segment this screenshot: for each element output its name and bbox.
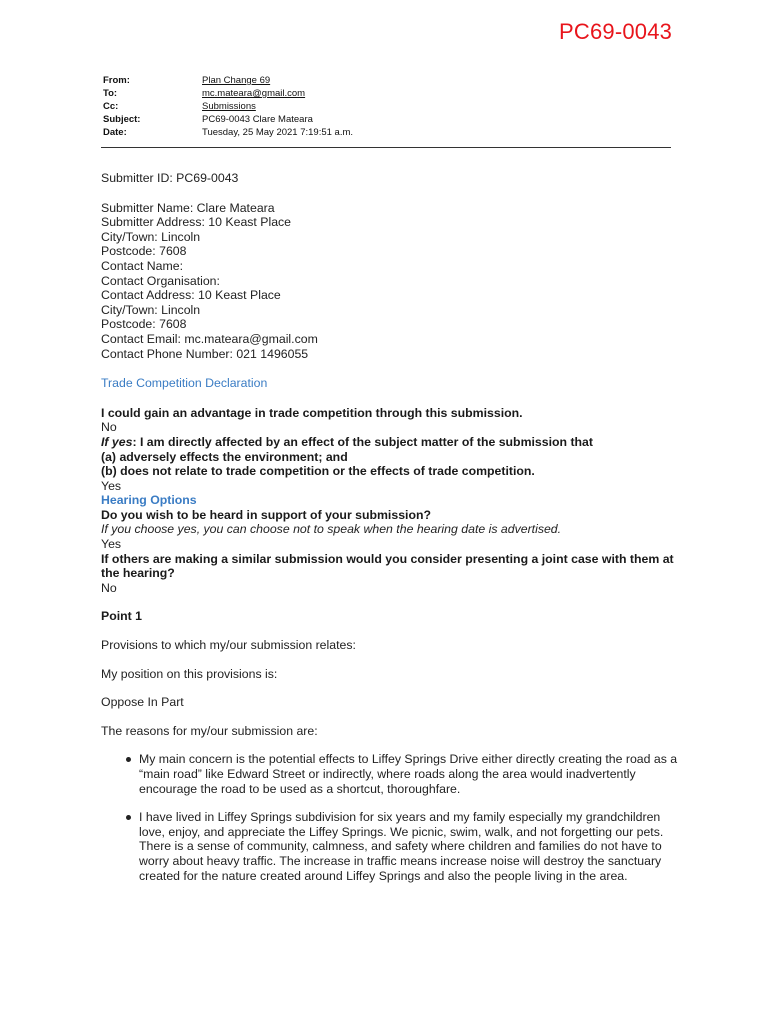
hearing-question-1-note: If you choose yes, you can choose not to speak when the hearing date is advertised. <box>101 522 562 537</box>
document-reference-stamp: PC69-0043 <box>559 19 673 44</box>
cc-link[interactable]: Submissions <box>202 101 256 112</box>
provisions-label: Provisions to which my/our submission relates: <box>101 638 356 653</box>
hearing-question-2: If others are making a similar submission would you consider presenting a joint case with them at the hearing? <box>101 551 674 581</box>
from-link[interactable]: Plan Change 69 <box>202 75 271 86</box>
date-value: Tuesday, 25 May 2021 7:19:51 a.m. <box>202 127 354 138</box>
list-item: I have lived in Liffey Springs subdivision for six years and my family especially my grandchildren love, enjoy, and appreciate the Liffey Springs. We picnic, swim, walk, and not forgetting our pets. There is a sense of community, calmness, and safety where children and families do not have to worry about heavy traffic. The increase in traffic means increase noise will destroy the sanctuary created for the nature created around Liffey Springs and also the people living in the area. <box>139 810 681 883</box>
submitter-id: Submitter ID: PC69-0043 <box>101 171 239 185</box>
submitter-line: City/Town: Lincoln <box>101 302 201 317</box>
submitter-line: Contact Name: <box>101 258 184 273</box>
submitter-line: Contact Address: 10 Keast Place <box>101 288 281 303</box>
to-link[interactable]: mc.mateara@gmail.com <box>202 88 306 99</box>
point-title: Point 1 <box>101 609 142 624</box>
if-yes-label: If yes <box>101 434 133 449</box>
submitter-line: City/Town: Lincoln <box>101 229 201 244</box>
email-header <box>103 74 353 139</box>
trade-answer-2: Yes <box>101 478 122 493</box>
hearing-options-heading: Hearing Options <box>101 493 197 508</box>
submitter-line: Contact Organisation: <box>101 273 220 288</box>
submitter-line: Postcode: 7608 <box>101 244 187 259</box>
clause-a-rest: effects the environment; and <box>176 449 348 464</box>
if-yes-text: : I am directly affected by an effect of the subject matter of the submission that <box>132 434 593 449</box>
submitter-line: Contact Email: mc.mateara@gmail.com <box>101 331 318 346</box>
subject-row <box>103 113 353 126</box>
cc-row <box>103 100 353 113</box>
trade-if-yes <box>101 435 681 450</box>
position-value: Oppose In Part <box>101 695 184 710</box>
submitter-line: Submitter Address: 10 Keast Place <box>101 215 292 230</box>
clause-a-bold: (a) adversely <box>101 449 177 464</box>
cc-label: Cc: <box>103 101 119 112</box>
date-row <box>103 126 353 139</box>
from-label: From: <box>103 75 130 86</box>
trade-clause-a <box>101 450 681 465</box>
subject-value: PC69-0043 Clare Mateara <box>202 114 313 125</box>
trade-competition-heading: Trade Competition Declaration <box>101 376 268 391</box>
position-label: My position on this provisions is: <box>101 666 278 681</box>
list-item: My main concern is the potential effects to Liffey Springs Drive either directly creating the road as a “main road” like Edward Street or indirectly, where roads along the area would inadvertently encourage the road to be used as a shortcut, thoroughfare. <box>139 752 681 796</box>
submitter-line: Submitter Name: Clare Mateara <box>101 200 275 215</box>
trade-answer: No <box>101 420 117 435</box>
hearing-answer-2: No <box>101 580 117 595</box>
reasons-list <box>101 752 681 883</box>
to-label: To: <box>103 88 118 99</box>
to-row <box>103 87 353 100</box>
subject-label: Subject: <box>103 114 141 125</box>
submitter-details <box>101 201 681 362</box>
date-label: Date: <box>103 127 127 138</box>
submitter-line: Postcode: 7608 <box>101 317 187 332</box>
from-row <box>103 74 353 87</box>
hearing-question-1: Do you wish to be heard in support of your submission? <box>101 507 431 522</box>
hearing-answer-1: Yes <box>101 537 122 552</box>
reasons-label: The reasons for my/our submission are: <box>101 723 318 738</box>
trade-clause-b: (b) does not relate to trade competition or the effects of trade competition. <box>101 464 535 479</box>
submitter-line: Contact Phone Number: 021 1496055 <box>101 346 309 361</box>
trade-question: I could gain an advantage in trade competition through this submission. <box>101 405 523 420</box>
header-divider <box>101 147 671 148</box>
email-body <box>101 171 681 897</box>
